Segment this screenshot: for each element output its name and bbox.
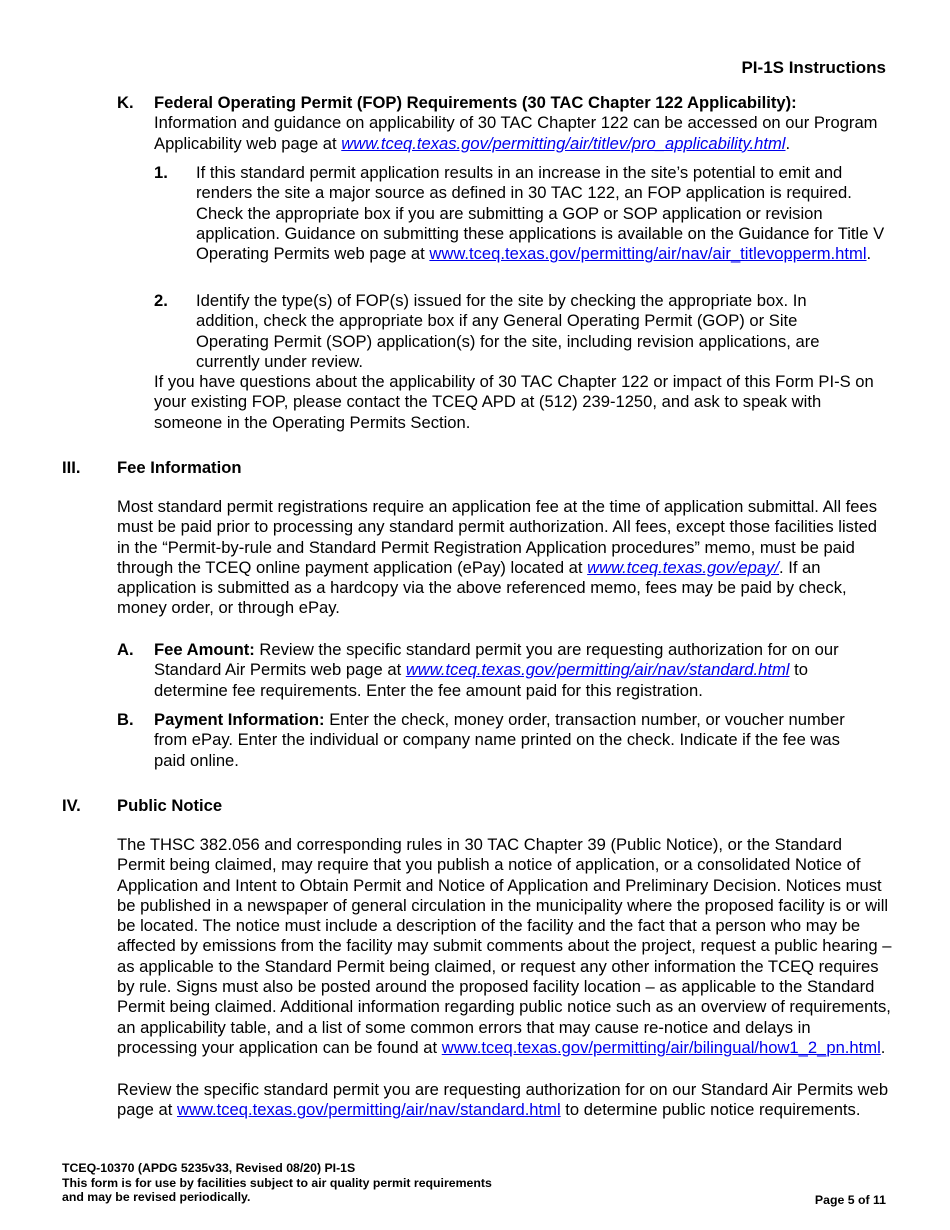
section-k-closing: If you have questions about the applicability of 30 TAC Chapter 122 or impact of this Form PI-S on your existing FOP, please contact the TCEQ APD at (512) 239-1250, and ask to speak with someone in the Operating Permits Section. <box>154 372 874 432</box>
page-header-title: PI-1S Instructions <box>741 58 886 77</box>
section-iii-text: Most standard permit registrations require an application fee at the time of application submittal. All fees must be paid prior to processing any standard permit authorization. All fees, except those facilities listed in the “Permit-by-rule and Standard Permit Registration Application procedures” memo, must be paid through the TCEQ online payment application (ePay) located at www.tceq.texas.gov/epay/. If an application is submitted as a hardcopy via the above referenced memo, fees may be paid by check, money order, or through ePay. <box>117 497 878 618</box>
section-k <box>154 93 894 154</box>
section-iv-text: The THSC 382.056 and corresponding rules in 30 TAC Chapter 39 (Public Notice), or the Standard Permit being claimed, may require that you publish a notice of application, or a consolidated Notice of Application and Intent to Obtain Permit and Notice of Application and Preliminary Decision. Notices must be published in a newspaper of general circulation in the municipality where the proposed facility is or will be located. The notice must include a description of the facility and the fact that a person who may be affected by emissions from the facility may submit comments about the project, request a public hearing – as applicable to the Standard Permit being claimed, or request any other information the TCEQ requires by rule. Signs must also be posted around the proposed facility location – as applicable to the Standard Permit being claimed. Additional information regarding public notice such as an overview of requirements, an applicability table, and a list of some common errors that may cause re-notice and delays in processing your application can be found at www.tceq.texas.gov/permitting/air/bilingual/how1_2_pn.html. <box>117 835 892 1057</box>
footer-form-id: TCEQ-10370 (APDG 5235v33, Revised 08/20) PI-1S <box>62 1161 356 1175</box>
item-1: If this standard permit application results in an increase in the site’s potential to emit and renders the site a major source as defined in 30 TAC 122, an FOP application is required. Check the appropriate box if you are submitting a GOP or SOP application or revision application. Guidance on submitting these applications is available on the Guidance for Title V Operating Permits web page at www.tceq.texas.gov/permitting/air/nav/air_titlevopperm.html. <box>196 163 885 264</box>
section-k-heading: Federal Operating Permit (FOP) Requirements (30 TAC Chapter 122 Applicability): <box>154 93 797 112</box>
item-2: Identify the type(s) of FOP(s) issued for the site by checking the appropriate box. In addition, check the appropriate box if any General Operating Permit (GOP) or Site Operating Permit (SOP) application(s) for the site, including revision applications, are currently under review. <box>196 291 820 371</box>
item-b-label: B. <box>117 710 134 729</box>
epay-link[interactable]: www.tceq.texas.gov/epay/ <box>587 557 779 577</box>
section-iii-num: III. <box>62 458 81 477</box>
item-1-num: 1. <box>154 163 168 182</box>
program-applicability-link[interactable]: www.tceq.texas.gov/permitting/air/titlev/pro_applicability.html <box>341 133 786 153</box>
footer-line-2: This form is for use by facilities subject to air quality permit requirements <box>62 1175 492 1190</box>
section-k-label: K. <box>117 93 134 112</box>
item-b: Payment Information: Enter the check, money order, transaction number, or voucher number from ePay. Enter the individual or company name printed on the check. Indicate if the fee was paid online. <box>154 710 845 770</box>
item-a-label: A. <box>117 640 134 659</box>
section-iv-heading: Public Notice <box>117 796 223 815</box>
title-v-guidance-link[interactable]: www.tceq.texas.gov/permitting/air/nav/air_titlevopperm.html <box>429 244 867 264</box>
section-iv-review: Review the specific standard permit you are requesting authorization for on our Standard Air Permits web page at www.tceq.texas.gov/permitting/air/nav/standard.html to determine public notice requirements. <box>117 1080 889 1120</box>
footer <box>62 1161 492 1205</box>
footer-line-3: and may be revised periodically. <box>62 1190 251 1204</box>
item-a: Fee Amount: Review the specific standard permit you are requesting authorization for on our Standard Air Permits web page at www.tceq.texas.gov/permitting/air/nav/standard.html to determine fee requirements. Enter the fee amount paid for this registration. <box>154 640 839 700</box>
standard-permits-link-2[interactable]: www.tceq.texas.gov/permitting/air/nav/standard.html <box>176 1100 561 1120</box>
section-iv-num: IV. <box>62 796 81 815</box>
item-2-num: 2. <box>154 291 168 310</box>
standard-permits-link[interactable]: www.tceq.texas.gov/permitting/air/nav/standard.html <box>405 660 790 680</box>
page-number: Page 5 of 11 <box>814 1193 886 1207</box>
public-notice-link[interactable]: www.tceq.texas.gov/permitting/air/bilingual/how1_2_pn.html <box>441 1037 881 1057</box>
section-iii-heading: Fee Information <box>117 458 242 477</box>
section-k-text: Information and guidance on applicability of 30 TAC Chapter 122 can be accessed on our Program Applicability web page at www.tceq.texas.gov/permitting/air/titlev/pro_applicability.html. <box>154 113 878 153</box>
